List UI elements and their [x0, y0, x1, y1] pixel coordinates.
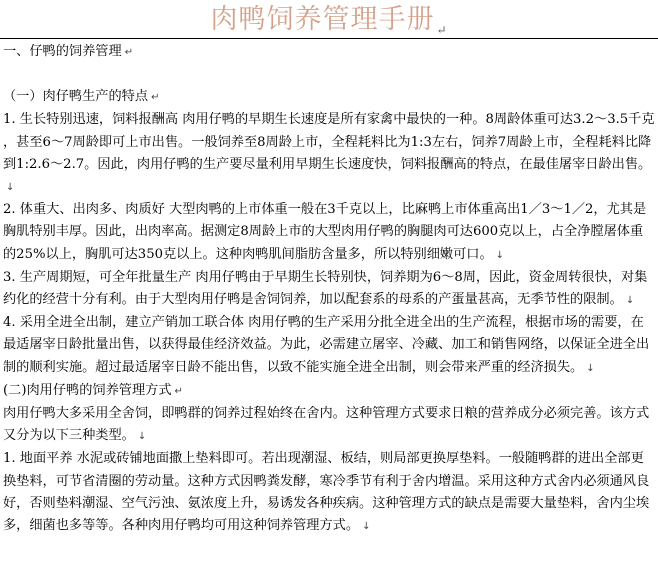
line-break-icon: ↓: [495, 249, 505, 261]
paragraph: [3, 109, 656, 199]
subsection-heading-text: (二)肉用仔鸭的饲养管理方式: [3, 382, 172, 398]
paragraph-mark-icon: ↵: [436, 23, 448, 37]
document-body: [3, 41, 656, 538]
paragraph-text: 肉用仔鸭大多采用全舍饲，即鸭群的饲养过程始终在舍内。这种管理方式要求日粮的营养成分必须完善。该方式又分为以下三种类型。: [3, 406, 650, 444]
document-title: [0, 2, 658, 38]
subsection-heading: [3, 86, 656, 109]
paragraph-text: 4. 采用全进全出制，建立产销加工联合体 肉用仔鸭的生产采用分批全进全出的生产流程，根据市场的需要，在最适屠宰日龄批量出售，以获得最佳经济效益。为此，必需建立屠宰、冷藏、加工和销售网络，以保证全进全出制的顺利实施。超过最适屠宰日龄不能出售，以致不能实施全进全出制，则会带来严重的经济损失。: [3, 315, 650, 375]
title-divider: [0, 38, 658, 39]
line-break-icon: ↓: [362, 521, 371, 533]
line-break-icon: ↓: [586, 362, 595, 374]
line-break-icon: ↓: [137, 431, 147, 443]
paragraph-mark-icon: ↵: [124, 47, 134, 58]
section-heading: [3, 41, 656, 64]
subsection-heading: [3, 380, 656, 403]
paragraph: [3, 403, 656, 448]
paragraph: [3, 312, 656, 380]
paragraph-text: 2. 体重大、出肉多、肉质好 大型肉鸭的上市体重一般在3千克以上，比麻鸭上市体重高出1／3～1／2，尤其是胸肌特别丰厚。因此，出肉率高。据测定8周龄上市的大型肉用仔鸭的胸腿肉可达600克以上，占全净膛屠体重的25%以上，胸肌可达350克以上。这种肉鸭肌间脂肪含量多，所以特别细嫩可口。: [3, 202, 647, 262]
line-break-icon: ↓: [6, 182, 15, 194]
paragraph-text: 3. 生产周期短，可全年批量生产 肉用仔鸭由于早期生长特别快，饲养期为6～8周，因此，资金周转很快，对集约化的经营十分有利。由于大型肉用仔鸭是舍饲饲养，加以配套系的母系的产蛋量甚高，无季节性的限制。: [3, 269, 648, 308]
paragraph: [3, 199, 656, 267]
section-heading-text: 一、仔鸭的饲养管理: [3, 44, 122, 59]
paragraph-mark-icon: ↵: [151, 92, 160, 104]
subsection-heading-text: （一）肉仔鸭生产的特点: [3, 89, 149, 105]
paragraph: [3, 267, 656, 312]
blank-line: [3, 64, 656, 86]
line-break-icon: ↓: [625, 295, 635, 307]
paragraph: [3, 448, 656, 538]
paragraph-text: 1. 地面平养 水泥或砖铺地面撒上垫料即可。若出现潮湿、板结，则局部更换厚垫料。一般随鸭群的进出全部更换垫料，可节省清圈的劳动量。这种方式因鸭粪发酵，寒冷季节有利于舍内增温。采用这种方式舍内必须通风良好，否则垫料潮湿、空气污浊、氨浓度上升，易诱发各种疾病。这种管理方式的缺点是需要大量垫料，舍内尘埃多，细菌也多等等。各种肉用仔鸭均可用这种饲养管理方式。: [3, 451, 650, 534]
paragraph-mark-icon: ↵: [174, 385, 183, 397]
document-title-text: 肉鸭饲养管理手册: [210, 4, 435, 35]
paragraph-text: 1. 生长特别迅速，饲料报酬高 肉用仔鸭的早期生长速度是所有家禽中最快的一种。8周龄体重可达3.2～3.5千克，甚至6～7周龄即可上市出售。一般饲养至8周龄上市，全程耗料比为1:3左右，饲养7周龄上市，全程耗料比降到1:2.6～2.7。因此，肉用仔鸭的生产要尽量利用早期生长速度快，饲料报酬高的特点，在最佳屠宰日龄出售。: [3, 112, 655, 172]
